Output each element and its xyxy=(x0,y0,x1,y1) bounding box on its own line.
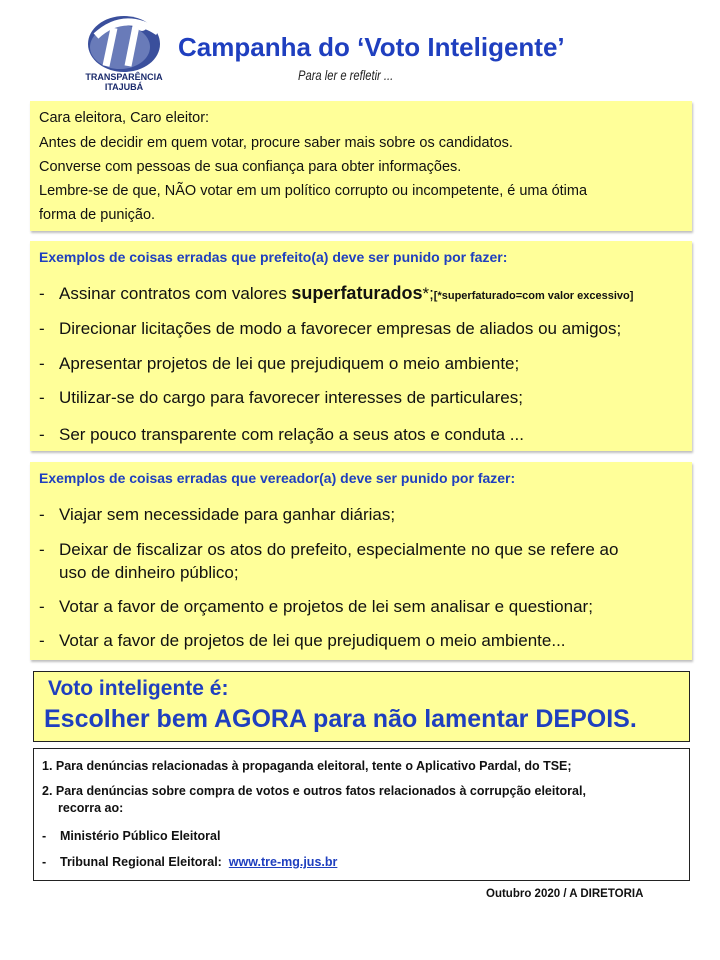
item-text: Assinar contratos com valores xyxy=(59,284,292,303)
tre-link[interactable]: www.tre-mg.jus.br xyxy=(228,855,338,869)
logo-caption-line1: TRANSPARÊNCIA xyxy=(85,72,163,82)
intro-line: Antes de decidir em quem votar, procure saber mais sobre os candidatos. xyxy=(39,135,513,151)
list-item: - Votar a favor de projetos de lei que prejudiquem o meio ambiente... xyxy=(39,631,566,650)
item-text: Utilizar-se do cargo para favorecer interesses de particulares; xyxy=(59,388,523,407)
denuncia-subitem: - Ministério Público Eleitoral xyxy=(42,829,221,843)
prefeito-heading: Exemplos de coisas erradas que prefeito(a) deve ser punido por fazer: xyxy=(39,249,508,265)
intro-line: Lembre-se de que, NÃO votar em um político corrupto ou incompetente, é uma ótima xyxy=(39,183,588,199)
item-text: Votar a favor de orçamento e projetos de lei sem analisar e questionar; xyxy=(59,597,593,616)
intro-line: Converse com pessoas de sua confiança para obter informações. xyxy=(39,159,462,175)
list-item: - Apresentar projetos de lei que prejudiquem o meio ambiente; xyxy=(39,354,520,373)
list-item: - Votar a favor de orçamento e projetos de lei sem analisar e questionar; xyxy=(39,597,593,616)
denuncia-item-continuation: recorra ao: xyxy=(58,801,124,815)
item-text: Deixar de fiscalizar os atos do prefeito, especialmente no que se refere ao xyxy=(59,540,619,559)
slogan-box xyxy=(33,671,690,742)
prefeito-panel xyxy=(30,241,692,451)
item-emphasis: superfaturados xyxy=(291,283,423,303)
slogan-line2: Escolher bem AGORA para não lamentar DEPOIS. xyxy=(44,705,637,733)
page-title: Campanha do ‘Voto Inteligente’ xyxy=(178,32,565,62)
logo-caption-line2: ITAJUBÁ xyxy=(104,82,144,92)
intro-line: forma de punição. xyxy=(39,207,156,223)
subitem-text: Ministério Público Eleitoral xyxy=(60,829,221,843)
item-text: Direcionar licitações de modo a favorecer empresas de aliados ou amigos; xyxy=(59,319,622,338)
denuncias-box xyxy=(33,748,690,881)
list-item: - Direcionar licitações de modo a favorecer empresas de aliados ou amigos; xyxy=(39,319,622,338)
intro-panel xyxy=(30,101,692,231)
subitem-text: Tribunal Regional Eleitoral: xyxy=(60,855,222,869)
item-text: Ser pouco transparente com relação a seus atos e conduta ... xyxy=(59,425,524,444)
page-subtitle: Para ler e refletir ... xyxy=(298,67,394,83)
item-note: [*superfaturado=com valor excessivo] xyxy=(433,290,634,302)
list-item: - Assinar contratos com valores superfaturados*;[*superfaturado=com valor excessivo] xyxy=(39,283,634,303)
footer-signature: Outubro 2020 / A DIRETORIA xyxy=(486,888,644,900)
list-item: - Deixar de fiscalizar os atos do prefeito, especialmente no que se refere ao xyxy=(39,540,619,559)
list-item: - Ser pouco transparente com relação a seus atos e conduta ... xyxy=(39,425,524,444)
item-text: Apresentar projetos de lei que prejudiquem o meio ambiente; xyxy=(59,354,520,373)
intro-line: Cara eleitora, Caro eleitor: xyxy=(39,110,210,126)
list-item: - Utilizar-se do cargo para favorecer interesses de particulares; xyxy=(39,388,523,407)
item-text: Viajar sem necessidade para ganhar diárias; xyxy=(59,505,396,524)
denuncia-item: 1. Para denúncias relacionadas à propaganda eleitoral, tente o Aplicativo Pardal, do TSE; xyxy=(42,759,572,773)
vereador-panel xyxy=(30,462,692,660)
logo-caption xyxy=(74,72,174,92)
slogan-line1: Voto inteligente é: xyxy=(48,677,229,700)
denuncia-item: 2. Para denúncias sobre compra de votos e outros fatos relacionados à corrupção eleitoral, xyxy=(42,784,586,798)
item-text: Votar a favor de projetos de lei que prejudiquem o meio ambiente... xyxy=(59,631,566,650)
item-continuation: uso de dinheiro público; xyxy=(59,563,239,582)
list-item: - Viajar sem necessidade para ganhar diárias; xyxy=(39,505,396,524)
item-asterisk: *; xyxy=(422,284,434,303)
denuncia-subitem: - Tribunal Regional Eleitoral: www.tre-mg.jus.br xyxy=(42,855,338,869)
vereador-heading: Exemplos de coisas erradas que vereador(a) deve ser punido por fazer: xyxy=(39,470,516,486)
